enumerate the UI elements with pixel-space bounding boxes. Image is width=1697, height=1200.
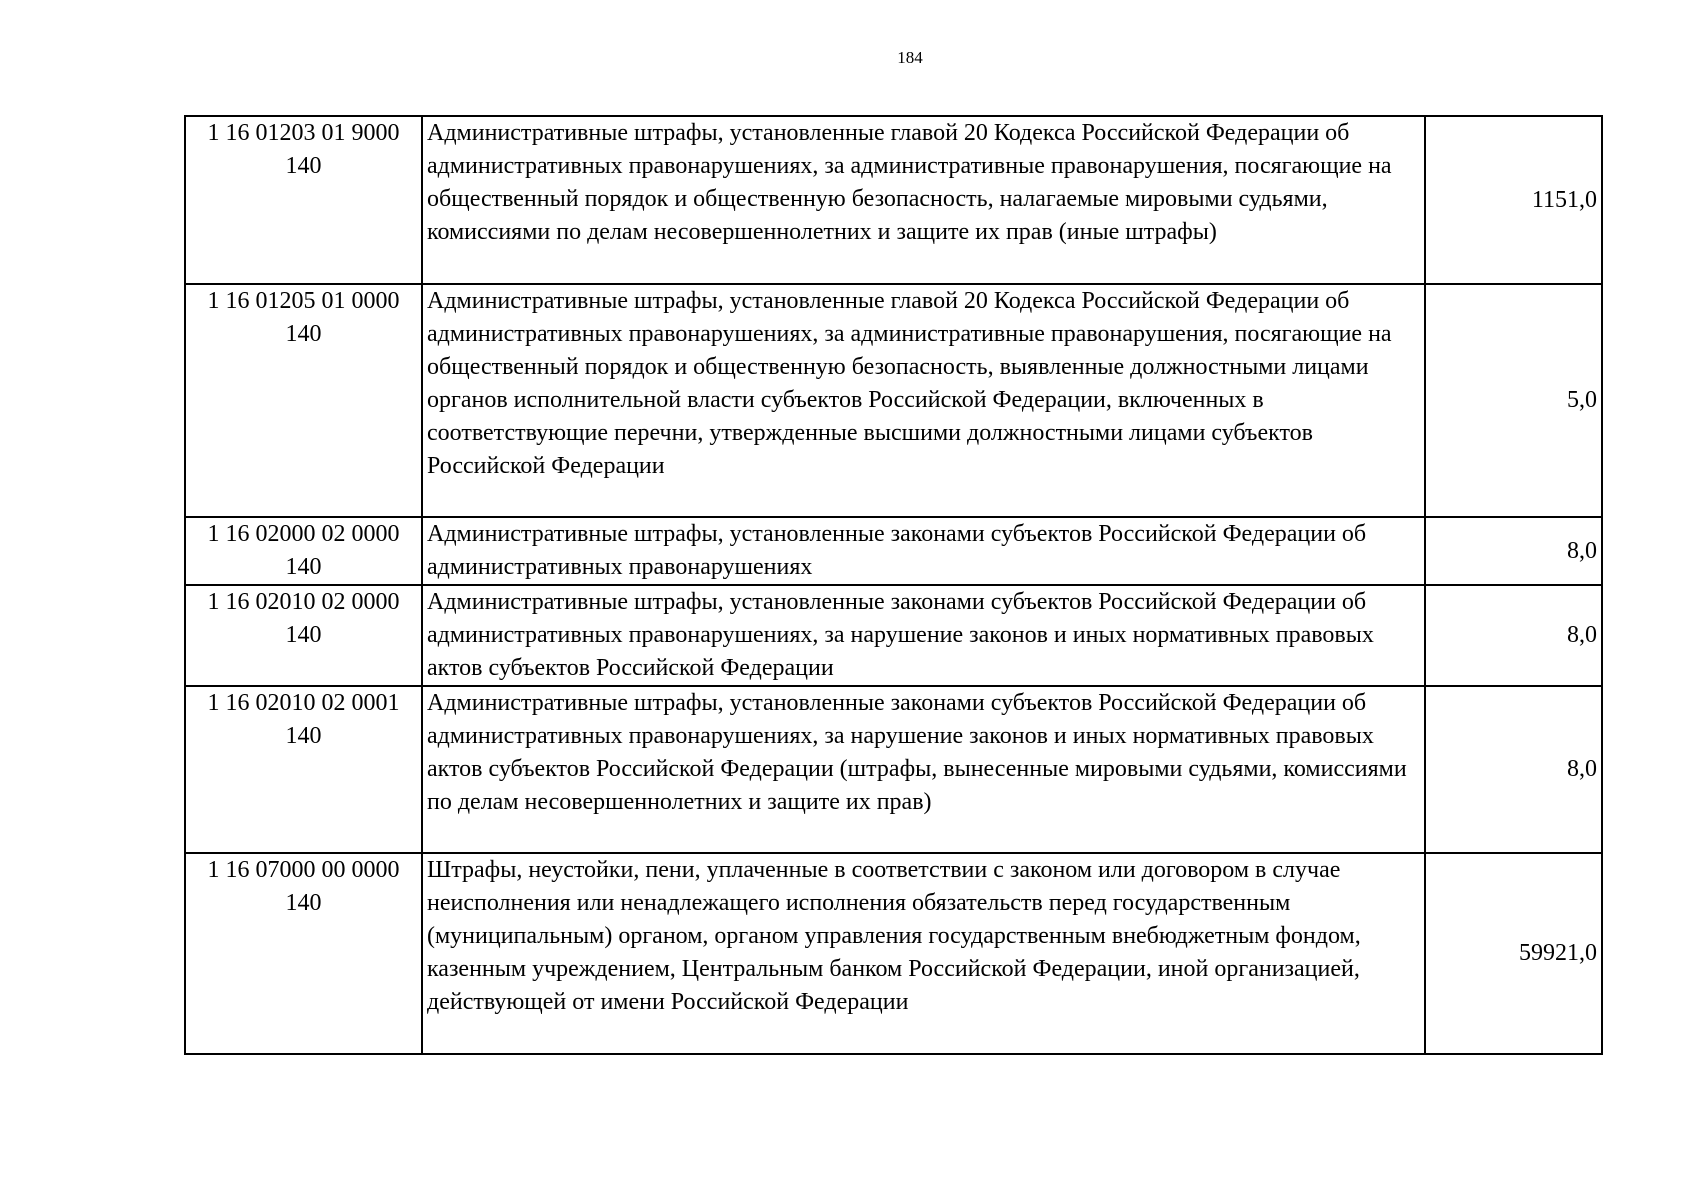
table-row: [185, 284, 1602, 517]
revenue-code: 1 16 01203 01 9000: [207, 120, 400, 146]
revenue-code-cell: [185, 517, 422, 585]
table-row: [185, 116, 1602, 284]
table-row: [185, 853, 1602, 1054]
revenue-amount: 5,0: [1425, 284, 1602, 517]
revenue-code-cell: [185, 585, 422, 686]
revenue-amount: 8,0: [1425, 585, 1602, 686]
revenue-code: 1 16 01205 01 0000: [207, 288, 400, 314]
revenue-code-suffix: 140: [285, 321, 322, 347]
revenue-code: 1 16 07000 00 0000: [207, 857, 400, 883]
revenue-table: [184, 115, 1603, 1055]
revenue-amount: 1151,0: [1425, 116, 1602, 284]
revenue-name: Административные штрафы, установленные законами субъектов Российской Федерации об административных правонарушениях: [422, 517, 1425, 585]
revenue-code: 1 16 02010 02 0000: [207, 589, 400, 615]
page-number: 184: [897, 48, 923, 67]
revenue-code-cell: [185, 853, 422, 1054]
revenue-name: Административные штрафы, установленные законами субъектов Российской Федерации об административных правонарушениях, за нарушение законов и иных нормативных правовых актов субъектов Российской Федерации (штрафы, вынесенные мировыми судьями, комиссиями по делам несовершеннолетних и защите их прав): [422, 686, 1425, 853]
revenue-code-suffix: 140: [285, 890, 322, 916]
revenue-amount: 8,0: [1425, 517, 1602, 585]
table-row: [185, 686, 1602, 853]
revenue-code-suffix: 140: [285, 153, 322, 179]
table-row: [185, 517, 1602, 585]
revenue-code-suffix: 140: [285, 723, 322, 749]
revenue-code: 1 16 02000 02 0000: [207, 521, 400, 547]
revenue-name: Административные штрафы, установленные главой 20 Кодекса Российской Федерации об административных правонарушениях, за административные правонарушения, посягающие на общественный порядок и общественную безопасность, выявленные должностными лицами органов исполнительной власти субъектов Российской Федерации, включенных в соответствующие перечни, утвержденные высшими должностными лицами субъектов Российской Федерации: [422, 284, 1425, 517]
table-row: [185, 585, 1602, 686]
revenue-name: Штрафы, неустойки, пени, уплаченные в соответствии с законом или договором в случае неисполнения или ненадлежащего исполнения обязательств перед государственным (муниципальным) органом, органом управления государственным внебюджетным фондом, казенным учреждением, Центральным банком Российской Федерации, иной организацией, действующей от имени Российской Федерации: [422, 853, 1425, 1054]
revenue-code: 1 16 02010 02 0001: [207, 690, 400, 716]
revenue-code-cell: [185, 686, 422, 853]
revenue-name: Административные штрафы, установленные законами субъектов Российской Федерации об административных правонарушениях, за нарушение законов и иных нормативных правовых актов субъектов Российской Федерации: [422, 585, 1425, 686]
revenue-code-suffix: 140: [285, 622, 322, 648]
revenue-name: Административные штрафы, установленные главой 20 Кодекса Российской Федерации об административных правонарушениях, за административные правонарушения, посягающие на общественный порядок и общественную безопасность, налагаемые мировыми судьями, комиссиями по делам несовершеннолетних и защите их прав (иные штрафы): [422, 116, 1425, 284]
revenue-amount: 8,0: [1425, 686, 1602, 853]
revenue-amount: 59921,0: [1425, 853, 1602, 1054]
revenue-code-cell: [185, 284, 422, 517]
revenue-code-cell: [185, 116, 422, 284]
revenue-code-suffix: 140: [285, 554, 322, 580]
